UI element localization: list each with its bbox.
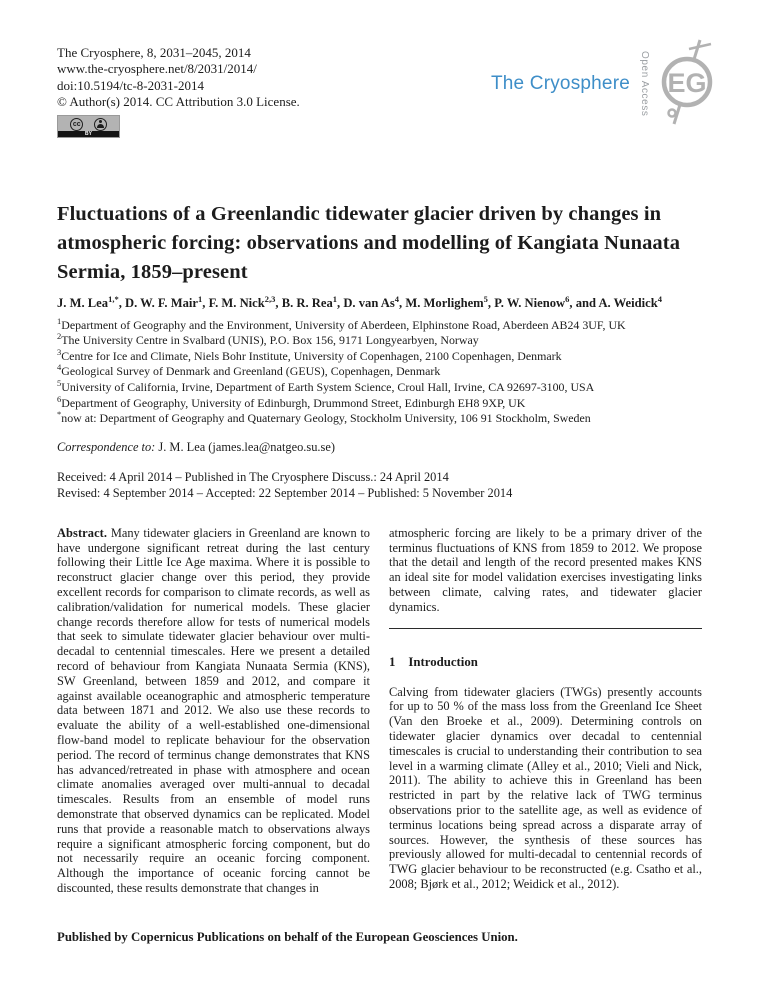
section-divider bbox=[389, 628, 702, 629]
abstract-label: Abstract. bbox=[57, 525, 108, 540]
journal-logo-text: The Cryosphere bbox=[490, 73, 630, 94]
cc-icon: cc bbox=[70, 118, 83, 131]
author: A. Weidick$^4$ bbox=[598, 293, 662, 310]
revised-line: Revised: 4 September 2014 – Accepted: 22 September 2014 – Published: 5 November 2014 bbox=[57, 485, 513, 500]
journal-brand bbox=[491, 34, 715, 134]
article-title: Fluctuations of a Greenlandic tidewater glacier driven by changes in atmospheric forcing: observations and modelling of Kangiata Nunaata Sermia, 1859–present bbox=[57, 202, 681, 283]
left-column bbox=[57, 526, 370, 896]
author: P. W. Nienow$^6$, and bbox=[494, 293, 599, 310]
author: M. Morlighem$^5$, bbox=[405, 293, 495, 310]
introduction-paragraph: Calving from tidewater glaciers (TWGs) presently accounts for up to 50 % of the mass loss from the Greenland Ice Sheet (Van den Broeke et al., 2009). Determining controls on tidewater glacier dynamics over decadal to centennial timescales is crucial to understanding their contribution to sea level in a warming climate (Alley et al., 2010; Vieli and Nick, 2011). The ability to achieve this in Greenland has been restricted in part by the relative lack of TWG terminus observations prior to the satellite age, as well as evidence of terminus locations being spread across a disparate array of sources. However, the synthesis of these sources has previously allowed for multi-decadal to centennial records of TWG glacier behaviour to be reconstructed (e.g. Csatho et al., 2008; Bjørk et al., 2012; Weidick et al., 2012). bbox=[389, 684, 702, 891]
cc-by-badge bbox=[57, 115, 120, 138]
affiliation-line: *now at: Department of Geography and Quaternary Geology, Stockholm University, 106 91 Stockholm, Sweden bbox=[57, 409, 591, 426]
affiliation-line: $^1$Department of Geography and the Environment, University of Aberdeen, Elphinstone Road, Aberdeen AB24 3UF, UK bbox=[57, 315, 626, 332]
abstract-continuation: atmospheric forcing are likely to be a primary driver of the terminus fluctuations of KNS from 1859 to 2012. We propose that the detail and length of the record presented makes KNS an ideal site for model validation exercises investigating links between climate, calving rates, and tidewater glacier dynamics. bbox=[389, 525, 702, 614]
cc-by-label: BY bbox=[58, 131, 119, 137]
author: D. van As$^4$, bbox=[343, 293, 406, 310]
correspondence-contact: J. M. Lea (james.lea@natgeo.su.se) bbox=[155, 439, 335, 454]
body-columns bbox=[57, 526, 702, 896]
egu-globe-logo bbox=[659, 36, 715, 133]
section-heading-introduction: 1 Introduction bbox=[389, 654, 478, 669]
citation-line-doi: doi:10.5194/tc-8-2031-2014 bbox=[57, 77, 204, 93]
affiliation-list bbox=[57, 315, 702, 427]
author-list bbox=[57, 293, 702, 311]
citation-line-license: © Author(s) 2014. CC Attribution 3.0 License. bbox=[57, 94, 300, 110]
affiliation-line: $^2$The University Centre in Svalbard (UNIS), P.O. Box 156, 9171 Longyearbyen, Norway bbox=[57, 331, 479, 348]
author: F. M. Nick$^{2,3}$, bbox=[208, 293, 282, 310]
affiliation-line: $^4$Geological Survey of Denmark and Greenland (GEUS), Copenhagen, Denmark bbox=[57, 362, 441, 379]
svg-text:EG: EG bbox=[667, 67, 707, 98]
attribution-person-icon bbox=[94, 118, 107, 131]
open-access-label: Open Access bbox=[639, 51, 650, 117]
correspondence-line: Correspondence to: J. M. Lea (james.lea@natgeo.su.se) bbox=[57, 439, 335, 454]
abstract-paragraph: Abstract. Many tidewater glaciers in Greenland are known to have undergone significant retreat during the last century following their Little Ice Age maxima. Where it is possible to reconstruct glacier change over this period, they provide excellent records for comparison to climate records, as well as calibration/validation for numerical models. These glacier change records therefore allow for tests of numerical models that seek to simulate tidewater glacier behaviour over multi-decadal to centennial timescales. Here we present a detailed record of behaviour from Kangiata Nunaata Sermia (KNS), SW Greenland, between 1859 and 2012, and compare it against available oceanographic and atmospheric temperature data between 1871 and 2012. We also use these records to evaluate the ability of a well-established one-dimensional flow-band model to replicate behaviour for the observation period. The record of terminus change demonstrates that KNS has advanced/retreated in phase with atmosphere and ocean climate anomalies averaged over multi-annual to decadal timescales. Results from an ensemble of model runs demonstrate that observed dynamics can be replicated. Model runs that provide a reasonable match to observations always require a significant atmospheric forcing component, but do not necessarily require an oceanic forcing component. Although the importance of oceanic forcing cannot be discounted, these results demonstrate that changes in bbox=[57, 525, 370, 895]
citation-line-url: www.the-cryosphere.net/8/2031/2014/ bbox=[57, 61, 257, 77]
author: J. M. Lea$^{1,*}$, bbox=[57, 293, 125, 310]
affiliation-line: $^5$University of California, Irvine, Department of Earth System Science, Croul Hall, Irvine, CA 92697-3100, USA bbox=[57, 378, 595, 394]
publication-dates bbox=[57, 469, 702, 501]
publisher-footer: Published by Copernicus Publications on behalf of the European Geosciences Union. bbox=[57, 930, 518, 944]
affiliation-line: $^3$Centre for Ice and Climate, Niels Bohr Institute, University of Copenhagen, 2100 Copenhagen, Denmark bbox=[57, 346, 562, 363]
author: B. R. Rea$^1$, bbox=[281, 293, 344, 310]
right-column bbox=[389, 526, 702, 896]
received-line: Received: 4 April 2014 – Published in The Cryosphere Discuss.: 24 April 2014 bbox=[57, 469, 449, 484]
citation-line-journal: The Cryosphere, 8, 2031–2045, 2014 bbox=[57, 45, 251, 60]
author: D. W. F. Mair$^1$, bbox=[125, 293, 209, 310]
affiliation-line: $^6$Department of Geography, University of Edinburgh, Drummond Street, Edinburgh EH8 9XP, UK bbox=[57, 393, 526, 410]
